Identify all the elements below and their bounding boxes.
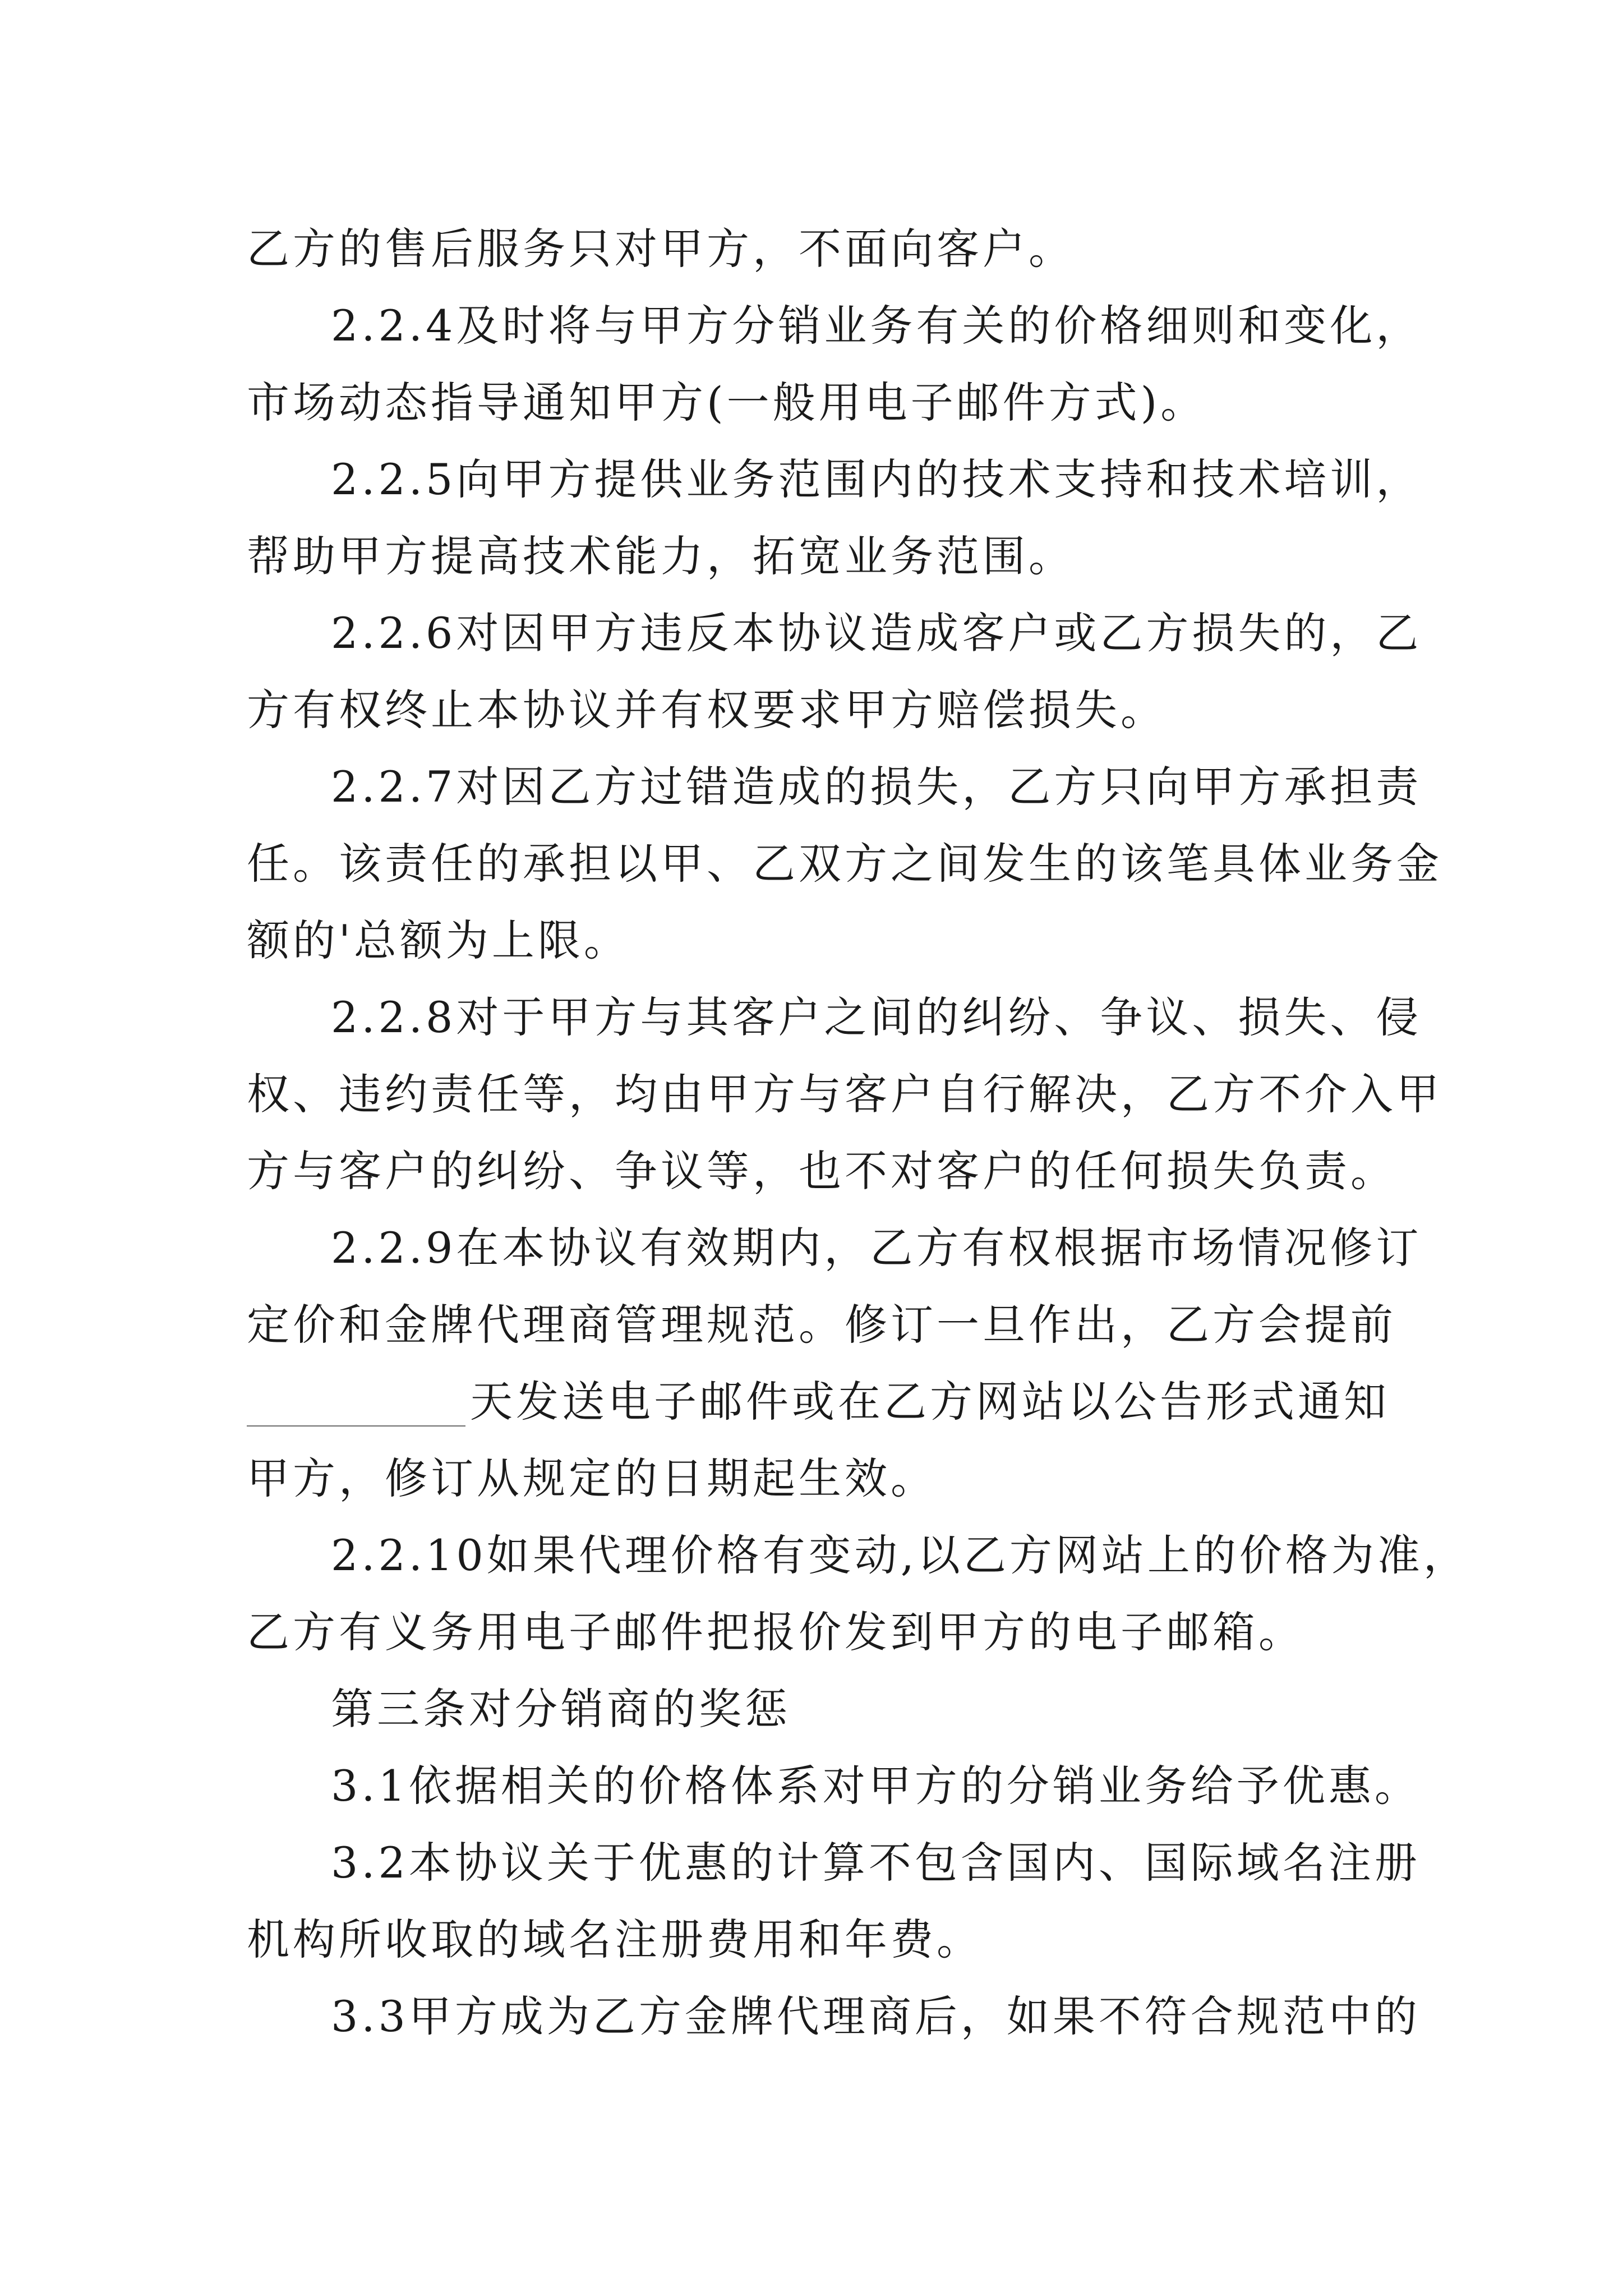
text-line-15 <box>247 1286 1396 1363</box>
line-text: 2.2.7对因乙方过错造成的损失，乙方只向甲方承担责 <box>331 762 1422 812</box>
line-text: 权、违约责任等，均由甲方与客户自行解决，乙方不介入甲 <box>247 1069 1442 1119</box>
text-line-21 <box>247 1747 1421 1824</box>
line-text: 2.2.5向甲方提供业务范围内的技术支持和技术培训， <box>331 454 1422 504</box>
line-text: 2.2.8对于甲方与其客户之间的纠纷、争议、损失、侵 <box>331 992 1422 1042</box>
line-text: 天发送电子邮件或在乙方网站以公告形式通知 <box>470 1377 1390 1427</box>
line-text: 2.2.6对因甲方违反本协议造成客户或乙方损失的，乙 <box>331 608 1422 658</box>
text-line-22 <box>247 1824 1421 1901</box>
text-line-12 <box>247 1056 1442 1133</box>
line-text: 机构所收取的域名注册费用和年费。 <box>247 1915 983 1964</box>
text-line-11 <box>247 979 1422 1056</box>
line-text: 定价和金牌代理商管理规范。修订一旦作出，乙方会提前 <box>247 1300 1396 1350</box>
line-text: 3.3甲方成为乙方金牌代理商后，如果不符合规范中的 <box>331 1991 1421 2041</box>
text-line-3 <box>247 364 1380 441</box>
text-line-17 <box>247 1440 1380 1517</box>
text-line-5 <box>247 518 1380 595</box>
line-text: 任。该责任的承担以甲、乙双方之间发生的该笔具体业务金 <box>247 839 1442 889</box>
text-line-24 <box>247 1978 1421 2055</box>
section-heading <box>247 1671 1380 1747</box>
document-body <box>247 210 1469 2055</box>
line-text: 2.2.9在本协议有效期内，乙方有权根据市场情况修订 <box>331 1223 1422 1273</box>
text-line-18 <box>247 1517 1469 1594</box>
text-line-8 <box>247 748 1422 825</box>
text-line-6 <box>247 595 1422 671</box>
line-text: 市场动态指导通知甲方(一般用电子邮件方式)。 <box>247 378 1207 427</box>
line-text: 方有权终止本协议并有权要求甲方赔偿损失。 <box>247 685 1166 735</box>
text-line-13 <box>247 1133 1396 1209</box>
text-line-2 <box>247 287 1422 364</box>
text-line-7 <box>247 671 1380 748</box>
text-line-14 <box>247 1209 1422 1286</box>
text-line-1 <box>247 210 1380 287</box>
line-text: 第三条对分销商的奖惩 <box>331 1684 791 1734</box>
text-line-23 <box>247 1901 1380 1978</box>
text-line-4 <box>247 441 1422 518</box>
line-text: 甲方，修订从规定的日期起生效。 <box>247 1453 937 1503</box>
line-text: 3.2本协议关于优惠的计算不包含国内、国际域名注册 <box>331 1838 1421 1888</box>
line-text: 额的'总额为上限。 <box>247 915 630 965</box>
text-line-10 <box>247 902 1380 979</box>
line-text: 2.2.10如果代理价格有变动,以乙方网站上的价格为准， <box>331 1530 1469 1580</box>
line-text: 方与客户的纠纷、争议等，也不对客户的任何损失负责。 <box>247 1146 1396 1196</box>
fill-in-blank <box>247 1423 465 1427</box>
line-text: 2.2.4及时将与甲方分销业务有关的价格细则和变化， <box>331 301 1422 351</box>
line-text: 帮助甲方提高技术能力，拓宽业务范围。 <box>247 531 1075 581</box>
line-text: 3.1依据相关的价格体系对甲方的分销业务给予优惠。 <box>331 1761 1421 1811</box>
line-text: 乙方有义务用电子邮件把报价发到甲方的电子邮箱。 <box>247 1607 1304 1657</box>
text-line-9 <box>247 825 1442 902</box>
text-line-19 <box>247 1594 1380 1671</box>
text-line-16 <box>247 1363 1390 1440</box>
line-text: 乙方的售后服务只对甲方，不面向客户。 <box>247 224 1075 274</box>
